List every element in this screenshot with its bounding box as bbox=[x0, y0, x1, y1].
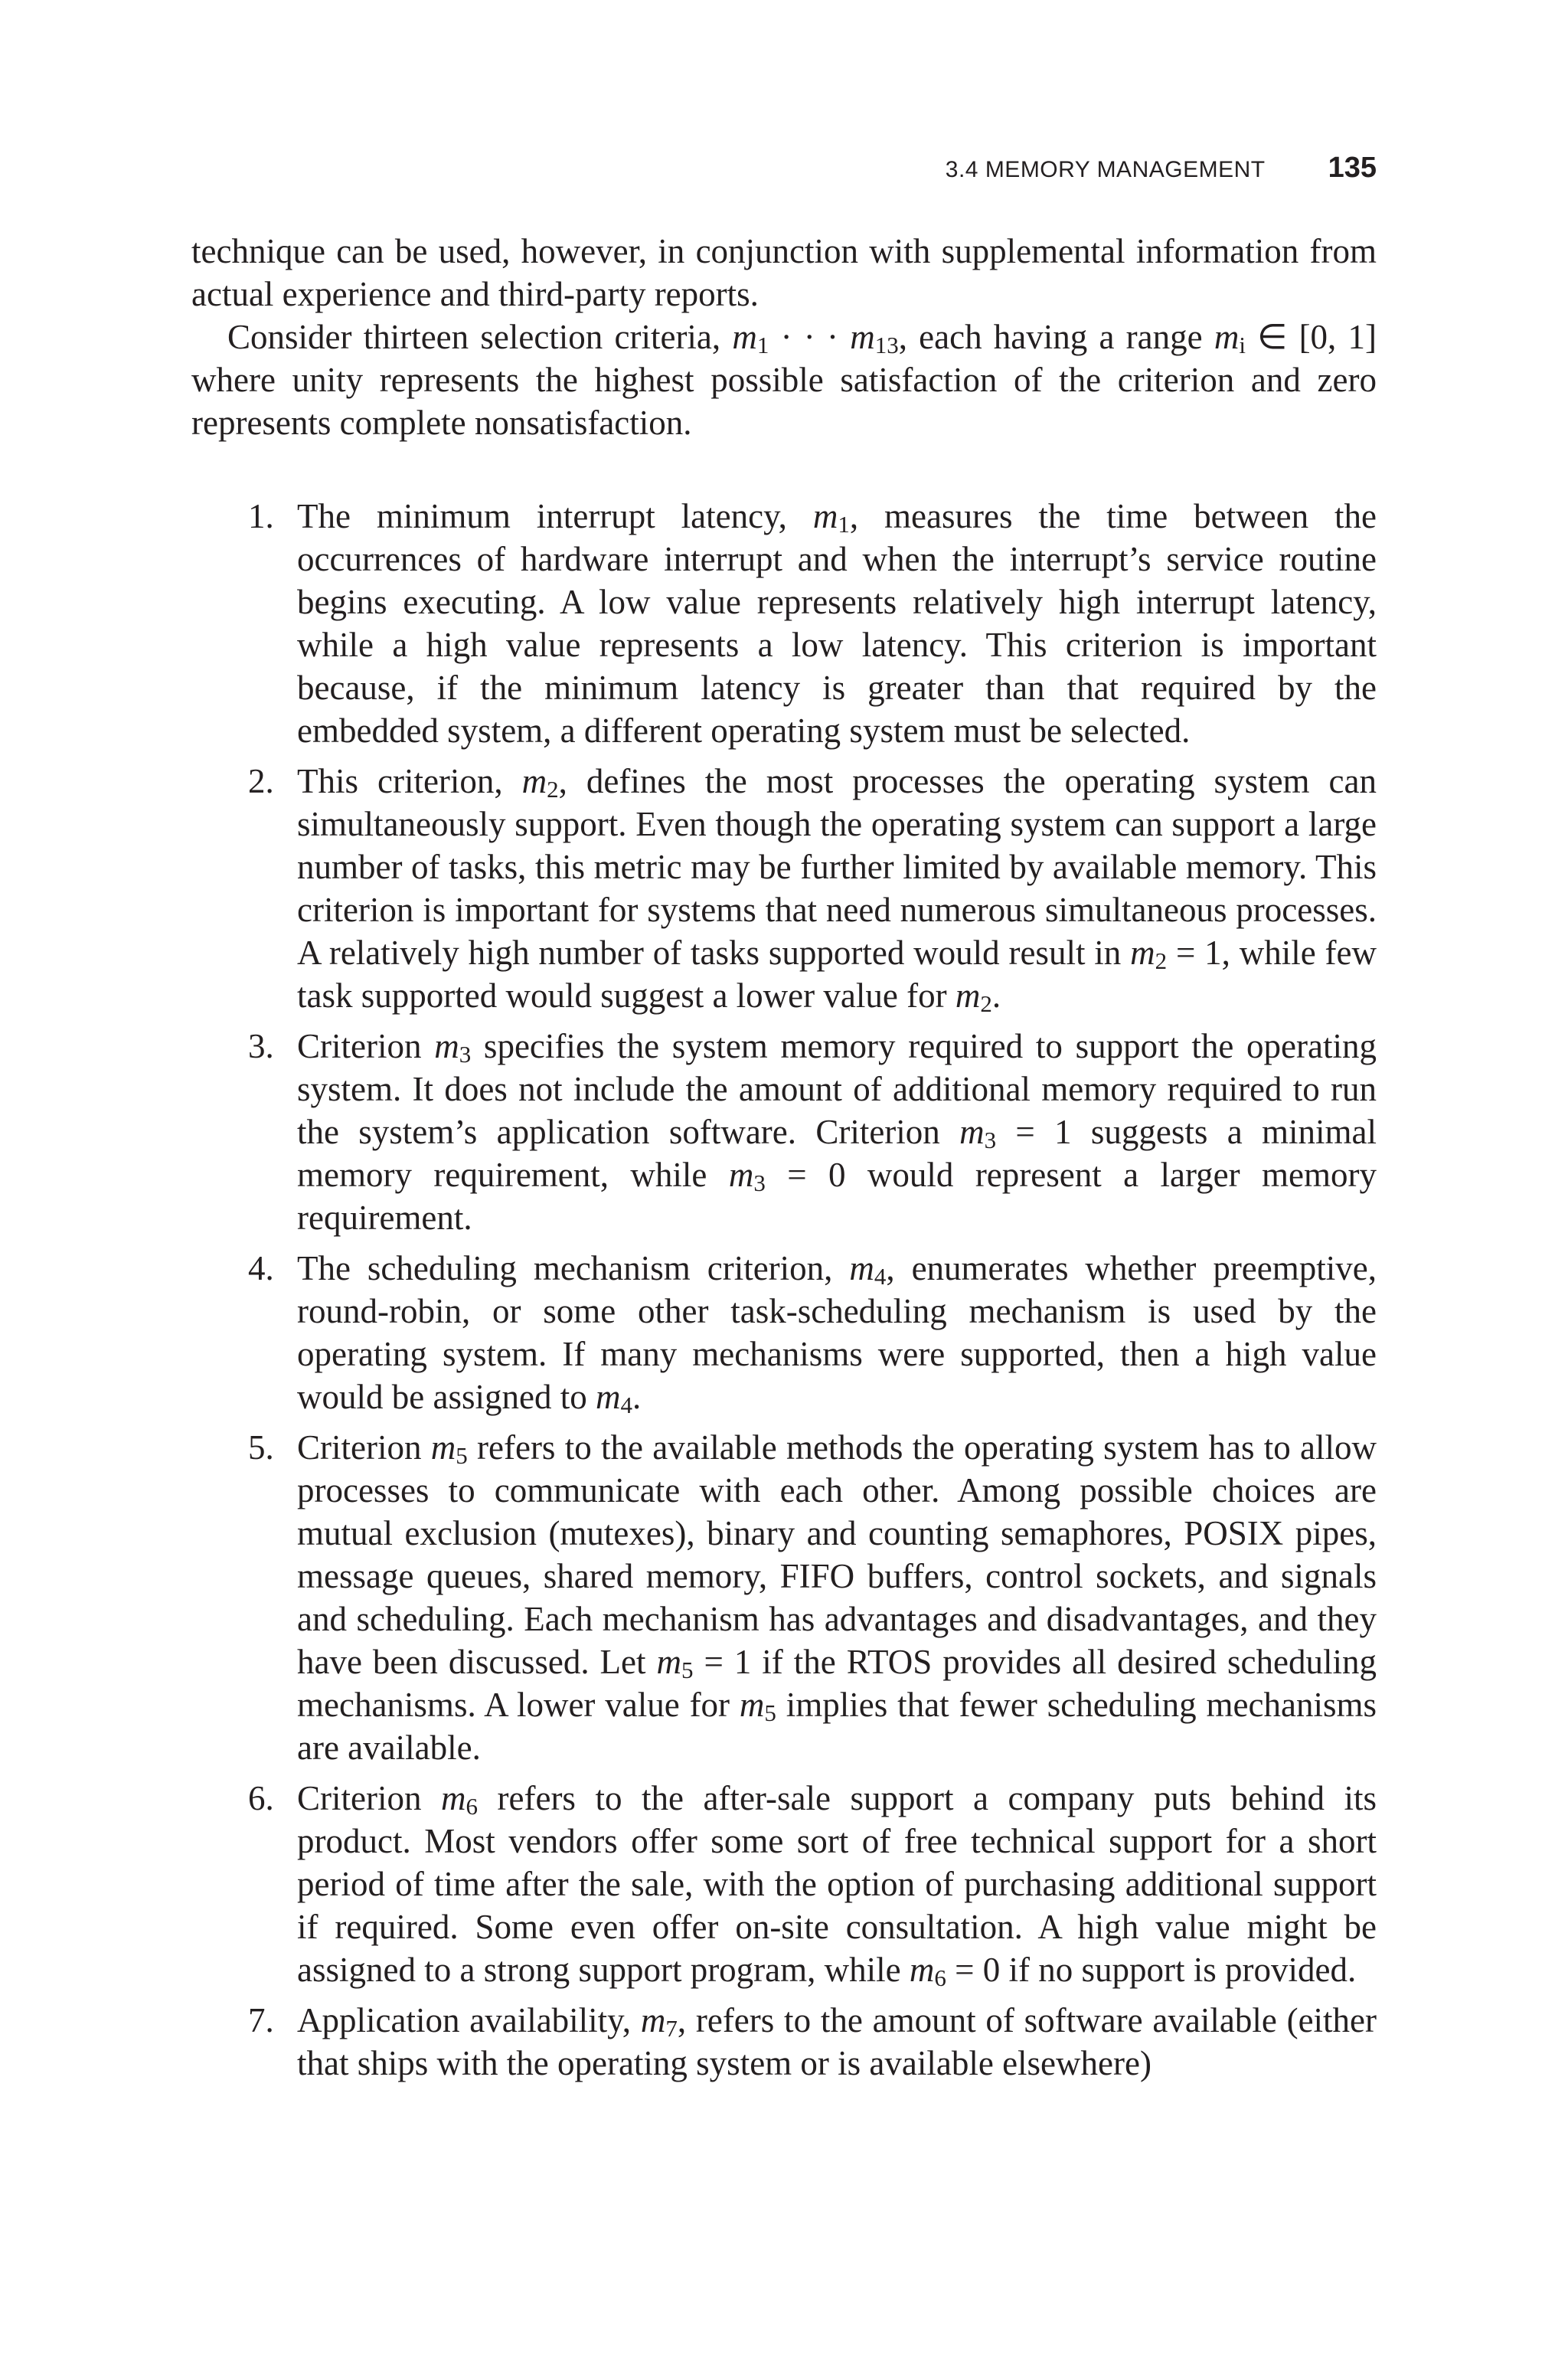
math-var: m bbox=[739, 1686, 765, 1724]
math-subscript: 2 bbox=[1155, 947, 1168, 974]
math-subscript: 1 bbox=[756, 332, 769, 358]
math-subscript: 2 bbox=[980, 990, 992, 1017]
math-var: m bbox=[849, 1249, 874, 1287]
text-run: = 0 if no support is provided. bbox=[946, 1951, 1357, 1989]
criterion-number: 4. bbox=[248, 1249, 274, 1287]
text-run: , enumerates whether preemptive, round-robin, or some other task-scheduling mechanism is used by the operating system. If many mechanisms were supported, then a high value would be assigned to bbox=[297, 1249, 1377, 1416]
math-subscript: 4 bbox=[620, 1392, 632, 1418]
math-subscript: 7 bbox=[665, 2015, 678, 2042]
criterion-number: 2. bbox=[248, 762, 274, 800]
math-var: m bbox=[656, 1643, 681, 1681]
math-var: m bbox=[732, 318, 757, 356]
text-run: Criterion bbox=[297, 1779, 441, 1817]
math-var: m bbox=[430, 1428, 456, 1467]
text-run: = 0 would represent a larger memory requirement. bbox=[297, 1156, 1377, 1237]
text-run: The minimum interrupt latency, bbox=[297, 497, 813, 535]
math-var: m bbox=[812, 497, 838, 535]
math-subscript: 3 bbox=[459, 1041, 472, 1068]
criteria-list bbox=[191, 495, 1377, 2085]
text-run: = 1, while few task supported would suggest a lower value for bbox=[297, 934, 1377, 1015]
criterion-item-7 bbox=[191, 1999, 1377, 2085]
math-subscript: 3 bbox=[984, 1127, 997, 1153]
math-subscript: 6 bbox=[466, 1793, 478, 1820]
intro-paragraph-continued: technique can be used, however, in conjunction with supplemental information from actual experience and third-party reports. bbox=[191, 232, 1377, 313]
criterion-number: 6. bbox=[248, 1779, 274, 1817]
math-var: m bbox=[640, 2001, 666, 2039]
section-label: 3.4 MEMORY MANAGEMENT bbox=[945, 157, 1266, 182]
math-var: m bbox=[1214, 318, 1240, 356]
math-var: m bbox=[1130, 934, 1155, 972]
math-subscript: 5 bbox=[456, 1442, 468, 1469]
text-run: = 1 if the RTOS provides all desired scheduling mechanisms. A lower value for bbox=[297, 1643, 1377, 1724]
math-var: m bbox=[441, 1779, 466, 1817]
criterion-item-5 bbox=[191, 1426, 1377, 1769]
text-run: refers to the available methods the operating system has to allow processes to communicate with each other. Among possible choices are mutual exclusion (mutexes), binary and counting semaphores, POSIX pipes, message queues, shared memory, FIFO buffers, control sockets, and signals and scheduling. Each mechanism has advantages and disadvantages, and they have been discussed. Let bbox=[297, 1428, 1377, 1681]
text-run: Application availability, bbox=[297, 2001, 641, 2039]
criterion-item-6 bbox=[191, 1777, 1377, 1991]
text-run: = 1 suggests a minimal memory requirement, while bbox=[297, 1113, 1377, 1194]
math-subscript: 6 bbox=[934, 1964, 946, 1991]
criterion-number: 5. bbox=[248, 1428, 274, 1467]
text-run: This criterion, bbox=[297, 762, 522, 800]
body-text bbox=[191, 230, 1377, 2092]
math-subscript: 2 bbox=[547, 776, 559, 803]
math-var: m bbox=[959, 1113, 985, 1151]
page-number: 135 bbox=[1328, 152, 1377, 184]
text-run: Consider thirteen selection criteria, bbox=[227, 318, 733, 356]
math-var: m bbox=[909, 1951, 935, 1989]
text-run: , measures the time between the occurrences of hardware interrupt and when the interrupt’s service routine begins executing. A low value represents relatively high interrupt latency, while a high value represents a low latency. This criterion is important because, if the minimum latency is greater than that required by the embedded system, a different operating system must be selected. bbox=[297, 497, 1377, 750]
math-subscript: 3 bbox=[753, 1169, 766, 1196]
text-run: implies that fewer scheduling mechanisms are available. bbox=[297, 1686, 1377, 1767]
criterion-number: 3. bbox=[248, 1027, 274, 1065]
intro-paragraph-criteria bbox=[191, 316, 1377, 444]
math-subscript: 5 bbox=[764, 1699, 776, 1726]
text-run: . bbox=[991, 976, 1001, 1015]
running-head bbox=[191, 152, 1377, 185]
criterion-item-3 bbox=[191, 1025, 1377, 1239]
text-run: The scheduling mechanism criterion, bbox=[297, 1249, 850, 1287]
math-var: m bbox=[955, 976, 981, 1015]
math-subscript: 5 bbox=[681, 1657, 694, 1683]
criterion-item-4 bbox=[191, 1247, 1377, 1418]
math-subscript: 1 bbox=[838, 511, 850, 538]
text-run: refers to the after-sale support a company puts behind its product. Most vendors offer some sort of free technical support for a short period of time after the sale, with the option of purchasing additional support if required. Some even offer on-site consultation. A high value might be assigned to a strong support program, while bbox=[297, 1779, 1377, 1989]
math-var: m bbox=[595, 1378, 621, 1416]
text-run: , defines the most processes the operating system can simultaneously support. Even though the operating system can support a large number of tasks, this metric may be further limited by available memory. This criterion is important for systems that need numerous simultaneous processes. A relatively high number of tasks supported would result in bbox=[297, 762, 1377, 972]
math-ellipsis: · · · bbox=[769, 318, 851, 356]
text-run: . bbox=[632, 1378, 642, 1416]
math-var: m bbox=[728, 1156, 754, 1194]
text-run: , refers to the amount of software available (either that ships with the operating system or is available elsewhere) bbox=[297, 2001, 1377, 2082]
text-run: ∈ [0, 1] where unity represents the highest possible satisfaction of the criterion and zero represents complete nonsatisfaction. bbox=[191, 318, 1377, 442]
math-var: m bbox=[521, 762, 547, 800]
math-var: m bbox=[434, 1027, 459, 1065]
math-subscript: 4 bbox=[874, 1263, 887, 1290]
criterion-item-2 bbox=[191, 760, 1377, 1017]
criterion-number: 1. bbox=[248, 497, 274, 535]
text-run: Criterion bbox=[297, 1027, 435, 1065]
math-subscript: 13 bbox=[874, 332, 899, 358]
criterion-item-1 bbox=[191, 495, 1377, 752]
text-run: specifies the system memory required to support the operating system. It does not include the amount of additional memory required to run the system’s application software. Criterion bbox=[297, 1027, 1377, 1151]
math-var: m bbox=[850, 318, 875, 356]
text-run: Criterion bbox=[297, 1428, 431, 1467]
math-subscript: i bbox=[1239, 332, 1246, 358]
criterion-number: 7. bbox=[248, 2001, 274, 2039]
text-run: , each having a range bbox=[898, 318, 1214, 356]
